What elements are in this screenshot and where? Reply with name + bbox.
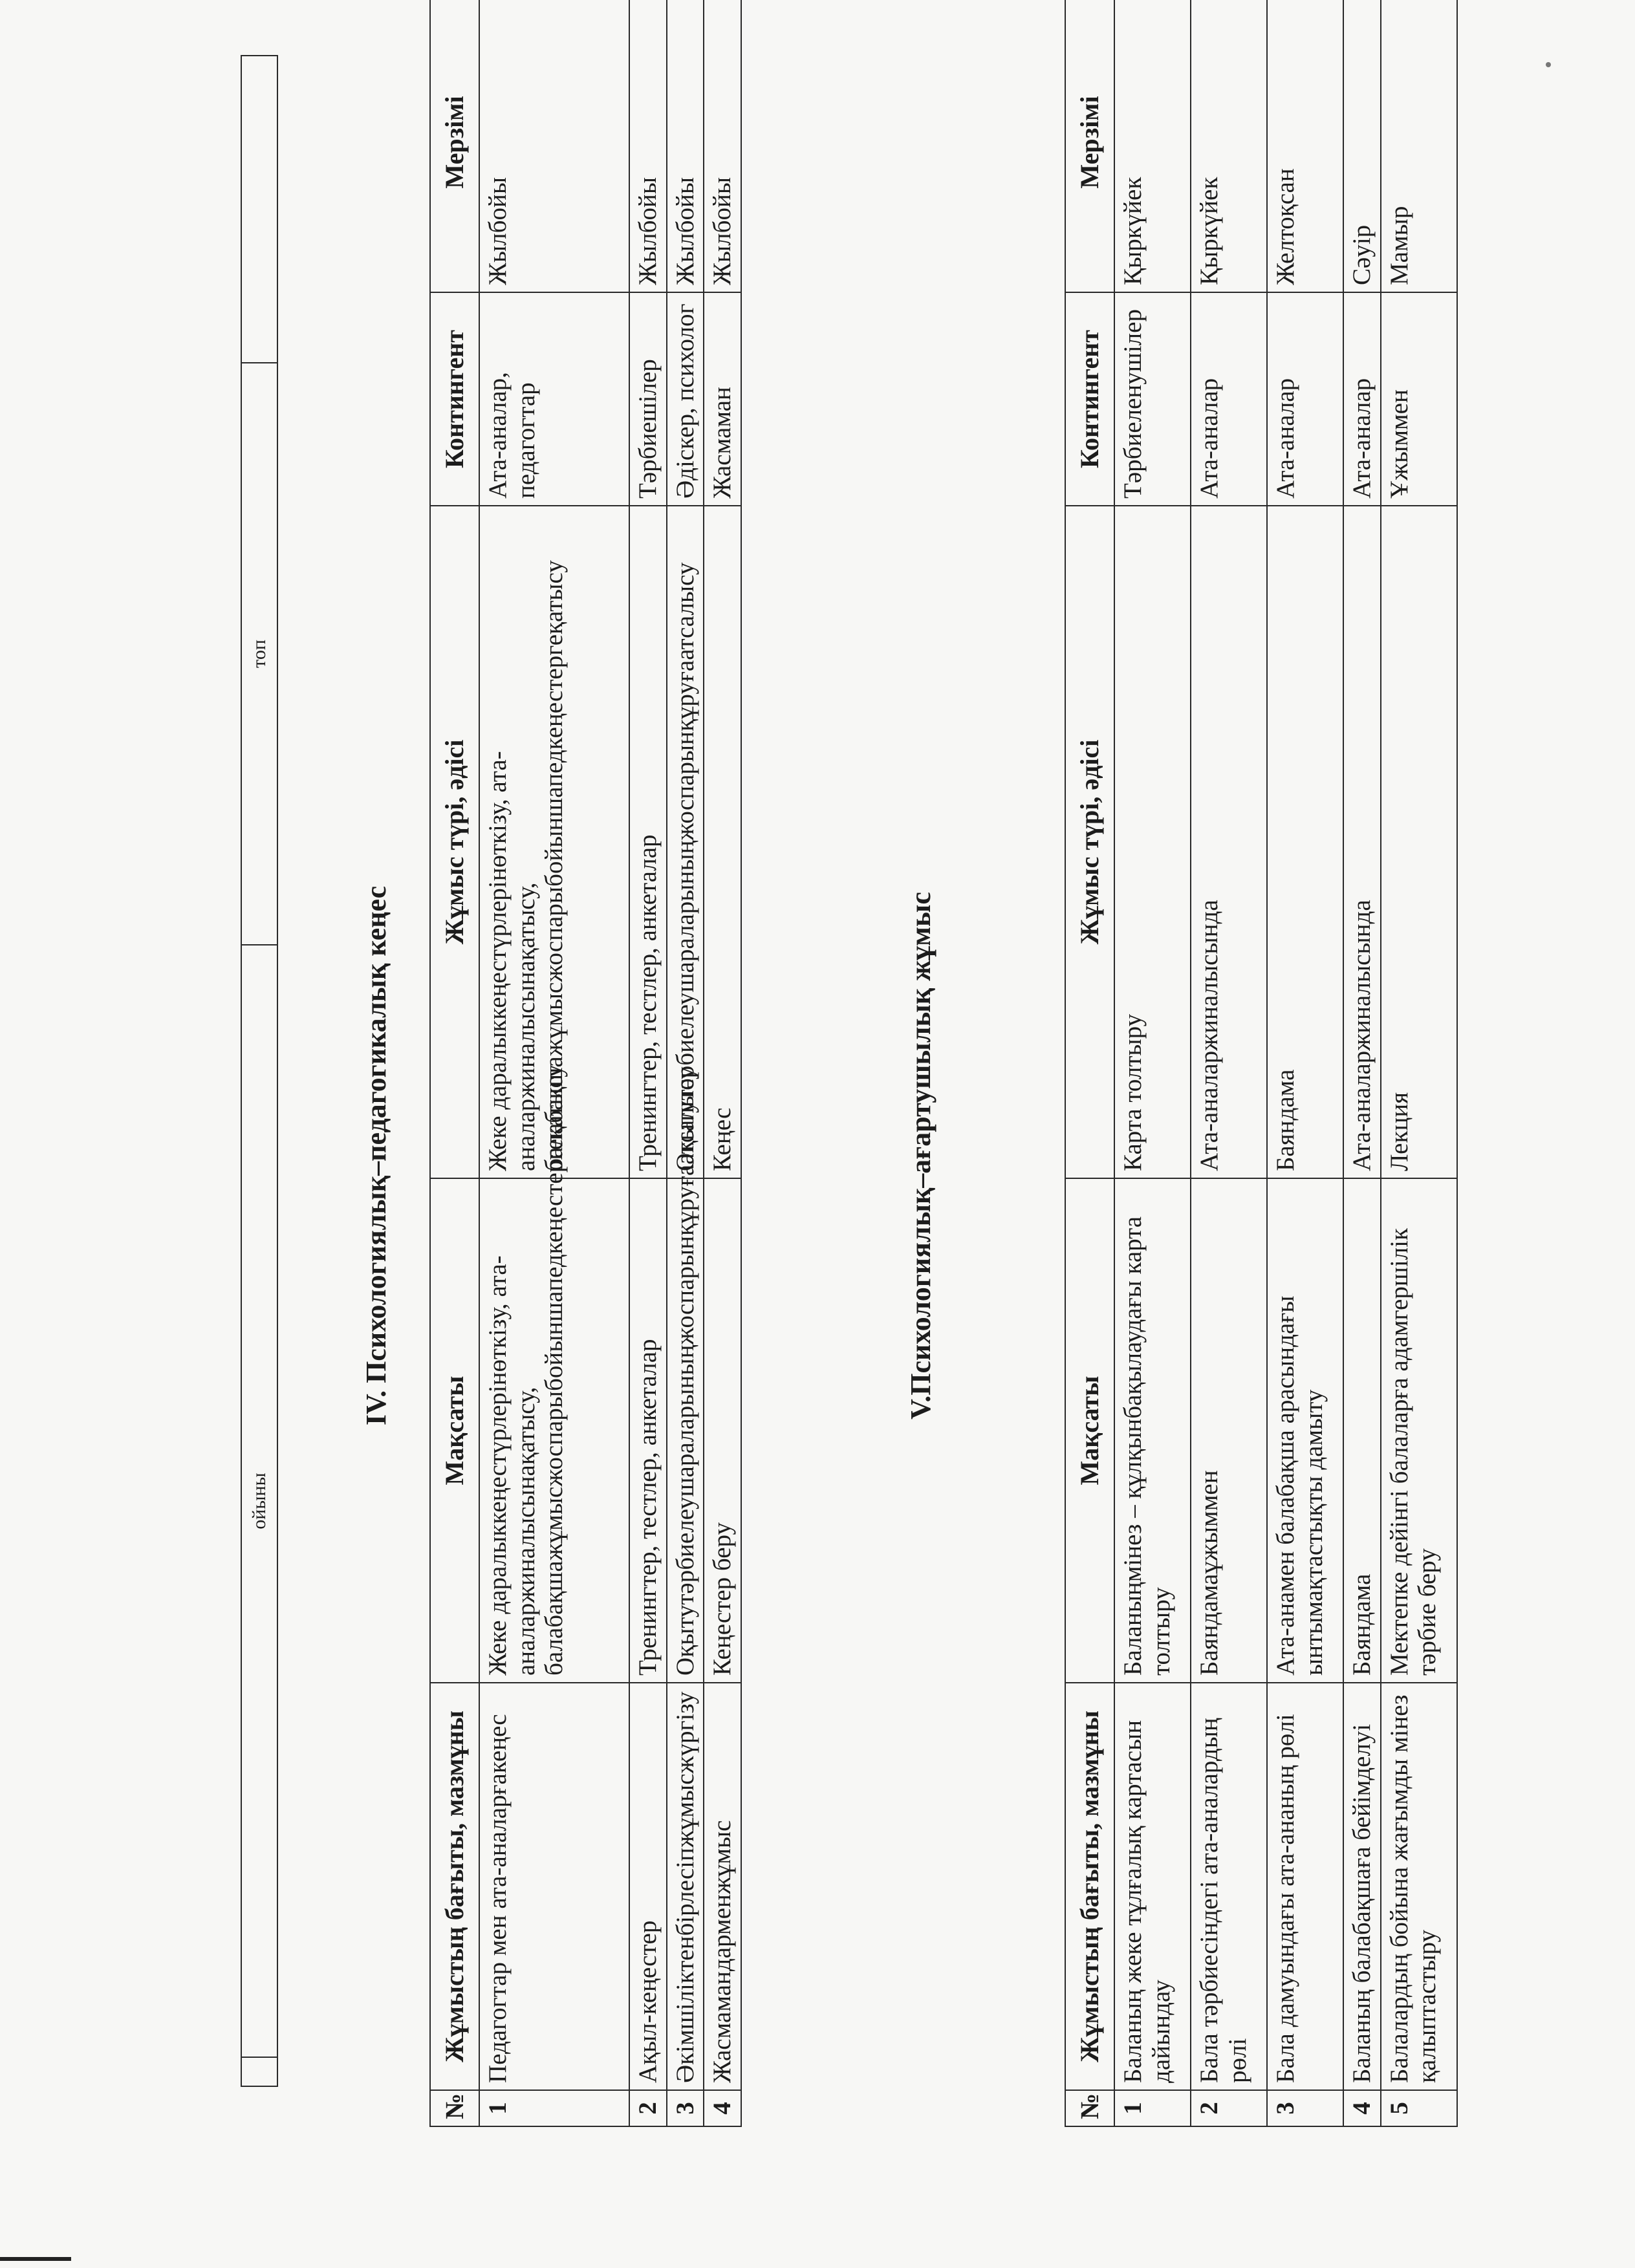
row-goal: Оқытутәрбиелеушараларыныңжоспарынқұруғаатсалысу [667, 1178, 704, 1683]
row-contingent: Ата-аналар [1191, 292, 1267, 506]
header-method: Жұмыс түрі, әдісі [430, 506, 479, 1178]
row-num: 2 [629, 2090, 667, 2126]
row-num: 3 [1267, 2090, 1343, 2126]
row-num: 3 [667, 2090, 704, 2126]
row-contingent: Ата-аналар [1267, 292, 1343, 506]
row-method: Жеке даралыккеңестүрлерінөткізу, ата-аналаржиналысынақатысу, балабақшажұмысжоспарыбойыншапедкеңестергеқатысу [479, 506, 629, 1178]
row-method: Тренингтер, тестлер, анкеталар [629, 506, 667, 1178]
row-direction: Баланың жеке тұлғалық картасын дайындау [1114, 1683, 1191, 2090]
row-direction: Әкімшіліктенбірлесіпжұмысжүргізу [667, 1683, 704, 2090]
row-num: 4 [1343, 2090, 1381, 2126]
row-term: Қыркүйек [1191, 0, 1267, 292]
continuation-table [241, 55, 278, 2087]
table-cell: топ [241, 363, 277, 945]
row-contingent: Жасмаман [704, 292, 741, 506]
row-method: Ата-аналаржиналысында [1191, 506, 1267, 1178]
row-term: Жылбойы [704, 0, 741, 292]
section4-table [429, 0, 742, 2127]
header-num: № [430, 2090, 479, 2126]
row-method: Кеңес [704, 506, 741, 1178]
header-method: Жұмыс түрі, әдісі [1065, 506, 1114, 1178]
row-method: Карта толтыру [1114, 506, 1191, 1178]
row-num: 5 [1381, 2090, 1457, 2126]
header-term: Мерзімі [430, 0, 479, 292]
row-goal: Баланыңмінез – құлқынбақылаудағы карта толтыру [1114, 1178, 1191, 1683]
row-num: 1 [479, 2090, 629, 2126]
row-num: 1 [1114, 2090, 1191, 2126]
table-row [1381, 0, 1457, 2126]
section5-table [1065, 0, 1458, 2127]
table-cell: ойыны [241, 945, 277, 2057]
table-row [1343, 0, 1381, 2126]
header-direction: Жұмыстың бағыты, мазмұны [430, 1683, 479, 2090]
section5-title: V.Психологиялық–ағартушылық жұмыс [905, 892, 937, 1420]
table-cell [241, 2057, 277, 2086]
header-num: № [1065, 2090, 1114, 2126]
row-direction: Бала тәрбиесіндегі ата-аналардың рөлі [1191, 1683, 1267, 2090]
row-num: 4 [704, 2090, 741, 2126]
section4-title: IV. Психологиялық–педагогикалық кеңес [360, 885, 392, 1426]
row-direction: Балалардың бойына жағымды мінез қалыптастыру [1381, 1683, 1457, 2090]
row-goal: Баяндама [1343, 1178, 1381, 1683]
row-contingent: Әдіскер, психолог [667, 292, 704, 506]
row-contingent: Ата-аналар, педагогтар [479, 292, 629, 506]
table-row [704, 0, 741, 2126]
row-goal: Жеке даралыккеңестүрлерінөткізу, ата-аналаржиналысынақатысу, балабақшажұмысжоспарыбойыншапедкеңестергеқатысу [479, 1178, 629, 1683]
header-goal: Мақсаты [1065, 1178, 1114, 1683]
table-row [1191, 0, 1267, 2126]
table-cell [241, 56, 277, 363]
table-row [1114, 0, 1191, 2126]
row-method: Ата-аналаржиналысында [1343, 506, 1381, 1178]
header-row [430, 0, 479, 2126]
row-goal: Мектепке дейінгі балаларға адамгершілік тәрбие беру [1381, 1178, 1457, 1683]
header-contingent: Контингент [1065, 292, 1114, 506]
row-contingent: Тәрбиеленушілер [1114, 292, 1191, 506]
table-row [667, 0, 704, 2126]
row-term: Желтоқсан [1267, 0, 1343, 292]
row-direction: Бала дамуындағы ата-ананың рөлі [1267, 1683, 1343, 2090]
row-term: Жылбойы [479, 0, 629, 292]
row-term: Мамыр [1381, 0, 1457, 292]
row-contingent: Ұжыммен [1381, 292, 1457, 506]
table-row [241, 56, 277, 2086]
scan-dust-mark [1546, 62, 1551, 67]
row-direction: Ақыл-кеңестер [629, 1683, 667, 2090]
row-goal: Кеңестер беру [704, 1178, 741, 1683]
row-direction: Баланың балабақшаға бейімделуі [1343, 1683, 1381, 2090]
header-row [1065, 0, 1114, 2126]
row-term: Жылбойы [629, 0, 667, 292]
table-row [1267, 0, 1343, 2126]
row-method: Оқытутәрбиелеушараларыныңжоспарынқұруғаатсалысу [667, 506, 704, 1178]
row-direction: Педагогтар мен ата-аналарғакеңес [479, 1683, 629, 2090]
row-goal: Баяндамаұжыммен [1191, 1178, 1267, 1683]
row-method: Баяндама [1267, 506, 1343, 1178]
row-goal: Ата-анамен балабақша арасындағы ынтымақтастықты дамыту [1267, 1178, 1343, 1683]
scan-edge-line [0, 2257, 71, 2261]
header-goal: Мақсаты [430, 1178, 479, 1683]
row-contingent: Ата-аналар [1343, 292, 1381, 506]
row-term: Жылбойы [667, 0, 704, 292]
header-direction: Жұмыстың бағыты, мазмұны [1065, 1683, 1114, 2090]
table-row [479, 0, 629, 2126]
row-num: 2 [1191, 2090, 1267, 2126]
row-direction: Жасмамандарменжұмыс [704, 1683, 741, 2090]
row-goal: Тренингтер, тестлер, анкеталар [629, 1178, 667, 1683]
header-contingent: Контингент [430, 292, 479, 506]
row-method: Лекция [1381, 506, 1457, 1178]
row-term: Қыркүйек [1114, 0, 1191, 292]
table-row [629, 0, 667, 2126]
row-contingent: Тәрбиешілер [629, 292, 667, 506]
header-term: Мерзімі [1065, 0, 1114, 292]
row-term: Сәуір [1343, 0, 1381, 292]
